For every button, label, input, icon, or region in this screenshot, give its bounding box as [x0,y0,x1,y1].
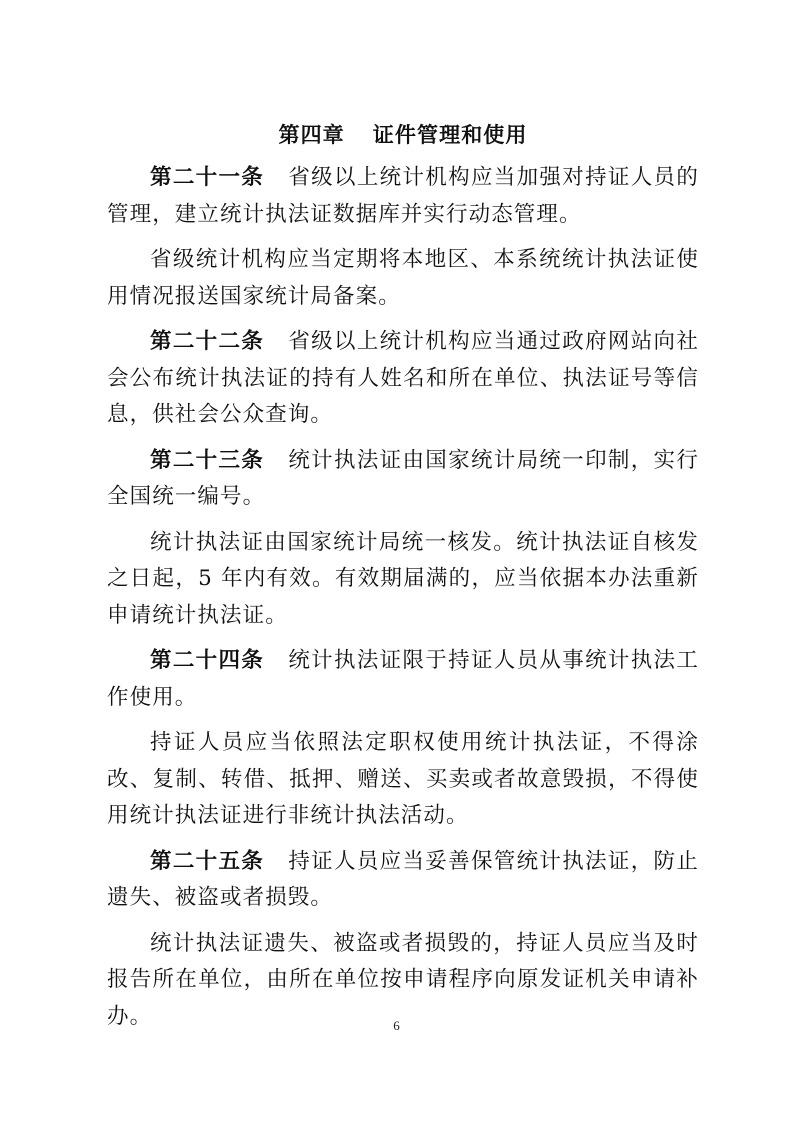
paragraph-article-23 [107,443,699,516]
paragraph-text: 省级以上统计机构应当加强对持证人员的管理，建立统计执法证数据库并实行动态管理。 [107,165,699,227]
paragraph [107,725,699,835]
paragraph-article-25 [107,844,699,917]
paragraph-article-21 [107,160,699,233]
paragraph-text: 省级以上统计机构应当通过政府网站向社会公布统计执法证的持有人姓名和所在单位、执法证号等信息，供社会公众查询。 [107,329,699,427]
paragraph-text: 统计执法证限于持证人员从事统计执法工作使用。 [107,648,699,710]
article-number: 第二十四条 [150,648,265,673]
paragraph-text: 持证人员应当妥善保管统计执法证，防止遗失、被盗或者损毁。 [107,848,699,910]
paragraph-text: 统计执法证由国家统计局统一核发。统计执法证自核发之日起，5 年内有效。有效期届满的，应当依据本办法重新申请统计执法证。 [107,529,699,628]
paragraph-text: 省级统计机构应当定期将本地区、本系统统计执法证使用情况报送国家统计局备案。 [107,247,699,309]
article-number: 第二十一条 [150,165,265,190]
paragraph [107,242,699,315]
chapter-heading [107,117,699,153]
paragraph-article-24 [107,643,699,716]
paragraph-article-22 [107,324,699,434]
article-number: 第二十三条 [150,447,265,473]
page-number: 6 [393,1018,400,1033]
article-number: 第二十二条 [150,329,265,354]
chapter-title: 证件管理和使用 [372,123,528,147]
article-number: 第二十五条 [150,848,265,874]
paragraph-text: 统计执法证遗失、被盗或者损毁的，持证人员应当及时报告所在单位，由所在单位按申请程序向原发证机关申请补办。 [107,930,699,1029]
chapter-number: 第四章 [278,123,345,147]
page-content [107,117,699,1044]
paragraph-text: 持证人员应当依照法定职权使用统计执法证，不得涂改、复制、转借、抵押、赠送、买卖或者故意毁损，不得使用统计执法证进行非统计执法活动。 [107,730,699,828]
paragraph-text: 统计执法证由国家统计局统一印制，实行全国统一编号。 [107,447,699,509]
paragraph [107,525,699,635]
